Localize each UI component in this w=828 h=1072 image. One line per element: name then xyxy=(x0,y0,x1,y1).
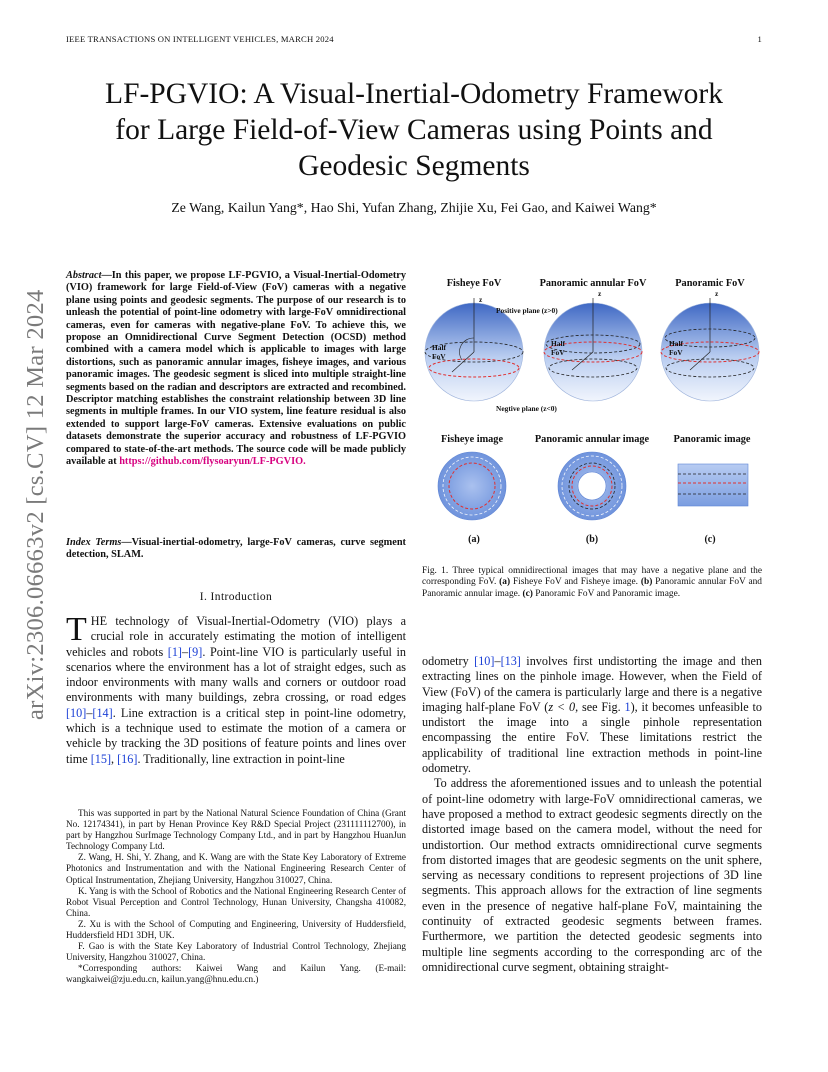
fov-title-panoramic-annular: Panoramic annular FoV xyxy=(539,278,647,289)
arxiv-stamp: arXiv:2306.06663v2 [cs.CV] 12 Mar 2024 xyxy=(22,289,49,720)
caption-label-b: (b) xyxy=(640,577,653,588)
index-terms: Index Terms—Visual-inertial-odometry, large-FoV cameras, curve segment detection, SLAM. xyxy=(66,537,406,561)
axis-z-label: z xyxy=(715,289,719,298)
text-run: odometry xyxy=(422,654,475,668)
caption-label-c: (c) xyxy=(522,588,533,599)
half-fov-label: FoV xyxy=(551,348,565,357)
figure-1 xyxy=(422,268,762,558)
citation-link[interactable]: [10] xyxy=(66,705,87,720)
caption-text-a: Fisheye FoV and Fisheye image. xyxy=(510,577,641,588)
text-run: involves first undistorting the image and then extracting lines on the pinhole image. However, when the Field of View (FoV) of the camera is particularly large and there is a negative imaging half-plane FoV ( xyxy=(422,654,762,714)
text-run: – xyxy=(86,705,93,720)
text-run: ), it becomes unfeasible to undistort the image into a single pinhole representation encompassing the entire FoV. These limitations restrict the applicability of traditional line extraction methods in point-line odometry. xyxy=(422,699,762,776)
citation-link[interactable]: [9] xyxy=(188,644,203,659)
half-fov-label: Half xyxy=(432,343,446,352)
right-column-text xyxy=(422,654,762,975)
citation-link[interactable]: [16] xyxy=(117,751,138,766)
panoramic-image xyxy=(678,464,748,506)
index-terms-text: Visual-inertial-odometry, large-FoV cameras, curve segment detection, SLAM. xyxy=(66,537,406,561)
citation-link[interactable]: [15] xyxy=(90,751,112,766)
citation-link[interactable]: [10] xyxy=(474,654,495,668)
figure-caption xyxy=(422,566,762,600)
title-line: for Large Field-of-View Cameras using Points and xyxy=(115,114,713,146)
caption-prefix: Fig. 1. xyxy=(422,566,449,576)
image-title-panoramic-annular: Panoramic annular image xyxy=(534,434,650,445)
caption-label-a: (a) xyxy=(499,577,511,588)
image-title-fisheye: Fisheye image xyxy=(440,434,504,445)
text-run: – xyxy=(182,644,189,659)
text-run: – xyxy=(494,654,501,668)
abstract-text: In this paper, we propose LF-PGVIO, a Visual-Inertial-Odometry (VIO) framework for large Field-of-View (FoV) cameras with a negative plane using points and geodesic segments. The purpose of our research is to unleash the potential of point-line odometry with large-FoV omnidirectional cameras, even for cameras with negative-plane FoV. To achieve this, we propose an Omnidirectional Curve Segment Detection (OCSD) method combined with a camera model which is applicable to images with large distortions, such as panoramic annular images, fisheye images, and various panoramic images. The geodesic segment is sliced into multiple straight-line segments based on the radian and descriptors are extracted and recombined. Descriptor matching establishes the constraint relationship between 3D line segments in multiple frames. In our VIO system, line feature residual is also extended to support large-FoV cameras. Extensive evaluations on public datasets demonstrate the superior accuracy and robustness of LF-PGVIO compared to state-of-the-art methods. The source code will be made publicly available at xyxy=(66,270,406,468)
footnote-affiliation: K. Yang is with the School of Robotics and the National Engineering Research Center of Robot Visual Perception and Control Technology, Hunan University, Changsha 410082, China. xyxy=(66,885,406,918)
fov-title-panoramic: Panoramic FoV xyxy=(675,278,745,289)
running-header xyxy=(66,34,762,44)
drop-cap: T xyxy=(66,611,87,648)
footnote-affiliation: Z. Xu is with the School of Computing and Engineering, University of Huddersfield, Huddersfield HD1 3DH, UK. xyxy=(66,918,406,941)
citation-link[interactable]: [13] xyxy=(500,654,521,668)
panel-label-c: (c) xyxy=(704,534,716,545)
footnote-funding: This was supported in part by the National Natural Science Foundation of China (Grant No. 12174341), in part by Henan Province Key R&D Special Project (231111112700), in part by Hangzhou SurImage Technology Company Ltd., and in part by Hangzhou HuanJun Technology Company Ltd. xyxy=(66,808,406,852)
abstract-label: Abstract xyxy=(66,270,102,281)
body-paragraph xyxy=(422,654,762,776)
source-code-link[interactable]: https://github.com/flysoaryun/LF-PGVIO. xyxy=(119,456,306,468)
panel-label-a: (a) xyxy=(468,534,480,545)
citation-link[interactable]: [14] xyxy=(92,705,113,720)
fov-title-fisheye: Fisheye FoV xyxy=(446,278,502,289)
image-title-panoramic: Panoramic image xyxy=(673,434,751,445)
text-run: HE technology of Visual-Inertial-Odometry (VIO) plays a crucial role in accurately estimating the motion of intelligent vehicles and robots xyxy=(66,614,406,659)
caption-text: Three typical omnidirectional images that may have a negative plane and the corresponding FoV. xyxy=(422,566,762,588)
text-run: z < 0 xyxy=(548,699,576,714)
axis-z-label: z xyxy=(479,295,483,304)
text-run: . Point-line VIO is particularly useful in scenarios where the environment has a lot of straight edges, such as indoor environments with many walls and corners or outdoor road environments with many buildings, zebra crossing, or road edges xyxy=(66,644,406,705)
footnotes xyxy=(66,808,406,986)
caption-text-c: Panoramic FoV and Panoramic image. xyxy=(532,588,681,599)
abstract: Abstract—In this paper, we propose LF-PGVIO, a Visual-Inertial-Odometry (VIO) framework for large Field-of-View (FoV) cameras with a negative plane using points and geodesic segments. The purpose of our research is to unleash the potential of point-line odometry with large-FoV omnidirectional cameras, even for cameras with negative-plane FoV. To achieve this, we propose an Omnidirectional Curve Segment Detection (OCSD) method combined with a camera model which is applicable to images with large distortions, such as panoramic annular images, fisheye images, and various panoramic images. The geodesic segment is sliced into multiple straight-line segments based on the radian and descriptors are extracted and recombined. Descriptor matching establishes the constraint relationship between 3D line segments in multiple frames. In our VIO system, line feature residual is also extended to support large-FoV cameras. Extensive evaluations on public datasets demonstrate the superior accuracy and robustness of LF-PGVIO compared to state-of-the-art methods. The source code will be made publicly available at https://github.com/flysoaryun/LF-PGVIO. xyxy=(66,270,406,468)
footnote-affiliation: Z. Wang, H. Shi, Y. Zhang, and K. Wang are with the State Key Laboratory of Extreme Photonics and Instrumentation and with the National Engineering Research Center of Optical Instrumentation, Zhejiang University, Hangzhou 310027, China. xyxy=(66,852,406,885)
half-fov-label: Half xyxy=(551,339,565,348)
text-run: . Traditionally, line extraction in point-line xyxy=(137,751,345,766)
page-number: 1 xyxy=(757,34,762,44)
text-run: . Line extraction is a critical step in point-line odometry, which is a technique used to estimate the motion of a camera or vehicle by tracking the 3D positions of feature points and lines over time xyxy=(66,705,406,766)
footnote-affiliation: F. Gao is with the State Key Laboratory of Industrial Control Technology, Zhejiang University, Hangzhou 310027, China. xyxy=(66,941,406,963)
panoramic-annular-image xyxy=(558,452,626,520)
citation-link[interactable]: 1 xyxy=(624,699,631,714)
intro-text xyxy=(66,611,406,766)
journal-name: IEEE TRANSACTIONS ON INTELLIGENT VEHICLES, MARCH 2024 xyxy=(66,34,334,44)
author-list: Ze Wang, Kailun Yang*, Hao Shi, Yufan Zhang, Zhijie Xu, Fei Gao, and Kaiwei Wang* xyxy=(171,200,657,215)
intro-paragraph xyxy=(66,611,406,767)
index-terms-label: Index Terms xyxy=(66,537,122,548)
half-fov-label: Half xyxy=(669,339,683,348)
half-fov-label: FoV xyxy=(669,348,683,357)
citation-link[interactable]: [1] xyxy=(167,644,182,659)
caption-text-b: Panoramic annular FoV and Panoramic annular image. xyxy=(422,577,762,599)
body-paragraph: To address the aforementioned issues and to unleash the potential of point-line odometry with large-FoV omnidirectional cameras, we have proposed a method to extract geodesic segments directly on the distorted image based on the camera model, without the need for undistortion. Our method extracts omnidirectional curve segments from distorted images that are geodesic segments on the unit sphere, serving as necessary conditions to represent projections of 3D line segments. This approach allows for the extraction of line segments even in the presence of negative half-plane FoV, maintaining the continuity of extracted geodesic segments between frames. Furthermore, we partition the detected geodesic segments into multiple line segments according to the corresponding arc of the omnidirectional curve segment, obtaining straight- xyxy=(422,776,762,974)
half-fov-label: FoV xyxy=(432,352,446,361)
positive-plane-label: Positive plane (z>0) xyxy=(496,306,558,315)
axis-z-label: z xyxy=(598,289,602,298)
title-line: LF-PGVIO: A Visual-Inertial-Odometry Framework xyxy=(105,78,723,110)
panel-label-b: (b) xyxy=(585,534,599,545)
title-line: Geodesic Segments xyxy=(298,150,530,182)
fisheye-image xyxy=(438,452,506,520)
text-run: , xyxy=(111,751,118,766)
footnote-corresponding: *Corresponding authors: Kaiwei Wang and Kailun Yang. (E-mail: wangkaiwei@zju.edu.cn, kailun.yang@hnu.edu.cn.) xyxy=(66,963,406,985)
negative-plane-label: Negtive plane (z<0) xyxy=(496,404,557,413)
paper-title xyxy=(40,76,788,184)
text-run: , see Fig. xyxy=(575,699,625,714)
section-heading: I. Introduction xyxy=(199,591,273,603)
